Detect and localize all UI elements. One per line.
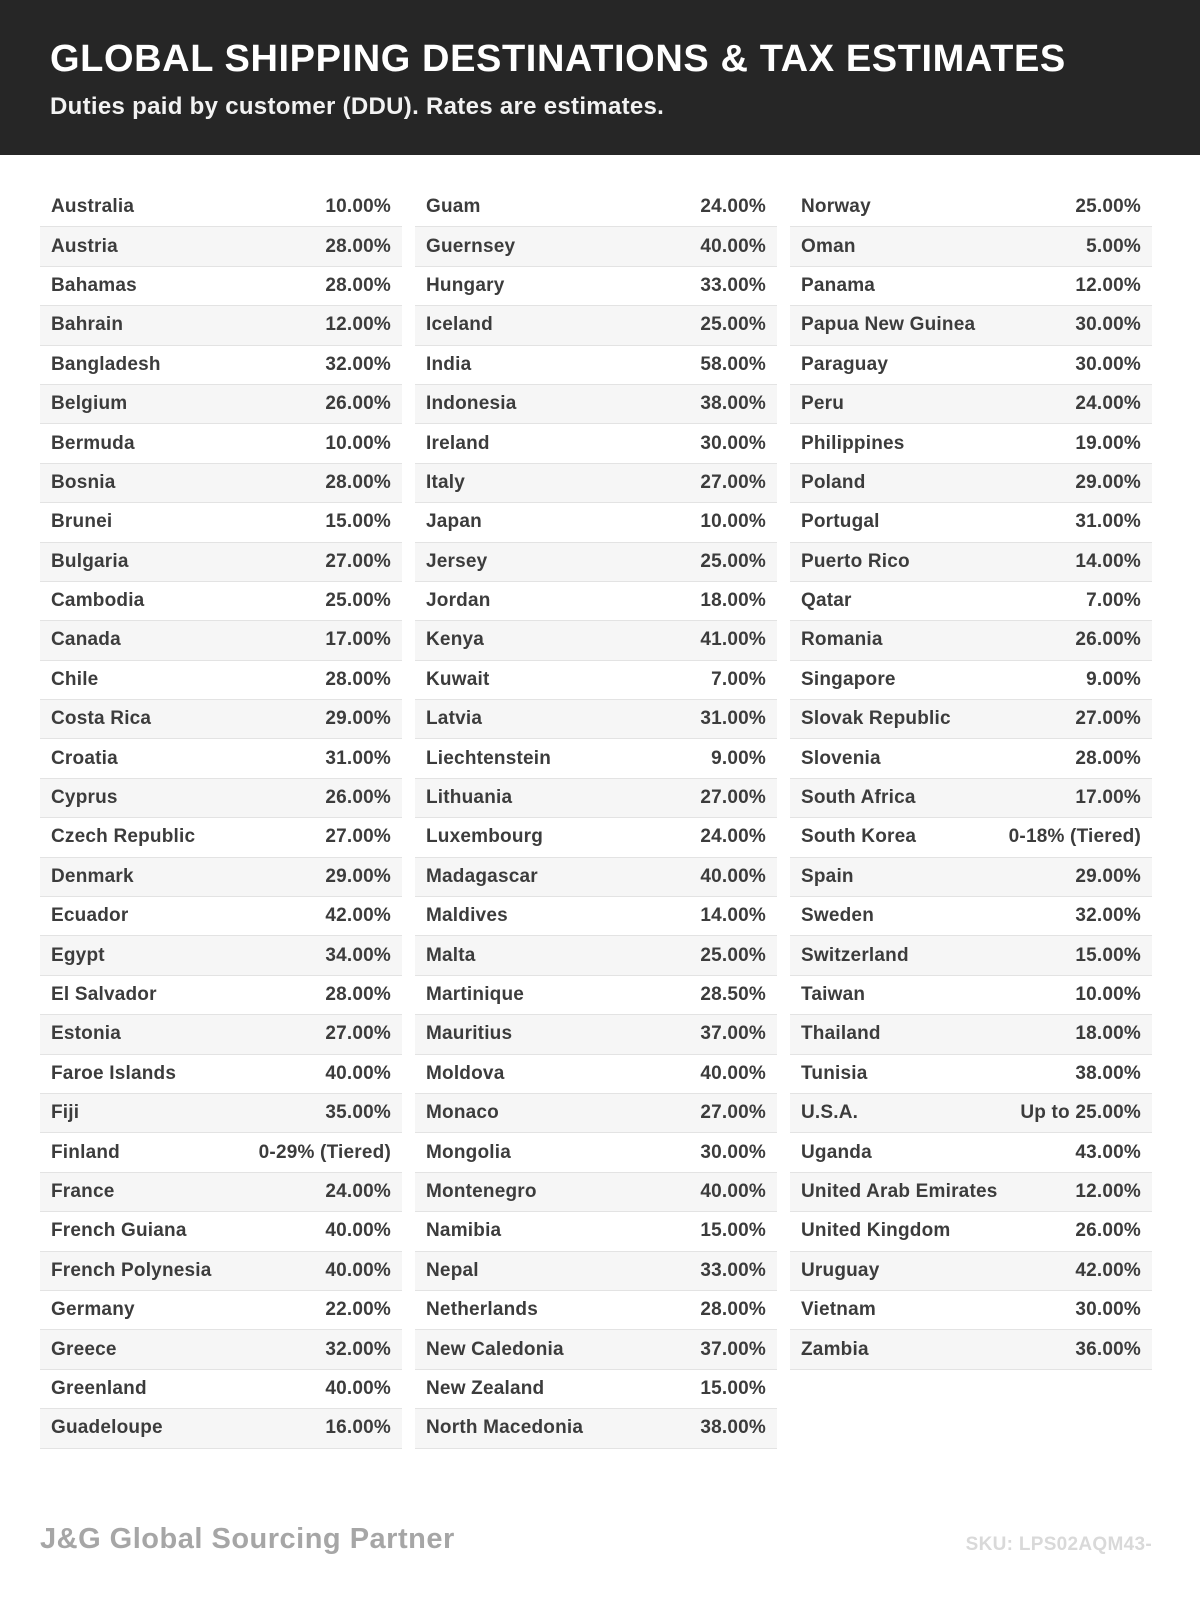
rates-grid	[0, 155, 1200, 1449]
tax-rate: 7.00%	[1086, 590, 1141, 612]
tax-rate: 42.00%	[325, 905, 391, 927]
country-name: Greece	[51, 1338, 117, 1360]
country-name: Germany	[51, 1299, 135, 1321]
tax-rate: 25.00%	[700, 550, 766, 572]
tax-rate: 0-29% (Tiered)	[258, 1141, 391, 1163]
tax-rate: 28.00%	[325, 668, 391, 690]
country-name: Qatar	[801, 590, 852, 612]
rate-row	[790, 1252, 1152, 1291]
tax-rate: 10.00%	[1075, 984, 1141, 1005]
tax-rate: 32.00%	[325, 1338, 391, 1360]
country-name: Greenland	[51, 1377, 147, 1399]
rate-row	[415, 1173, 777, 1212]
country-name: Vietnam	[801, 1299, 876, 1321]
tax-rate: 28.50%	[700, 984, 766, 1005]
tax-rate: 40.00%	[325, 1259, 391, 1281]
country-name: Denmark	[51, 865, 134, 887]
country-name: New Zealand	[426, 1377, 545, 1399]
rate-row	[415, 385, 777, 424]
country-name: Oman	[801, 235, 856, 257]
country-name: Philippines	[801, 432, 905, 454]
tax-rate: 7.00%	[711, 668, 766, 690]
tax-rate: 28.00%	[325, 235, 391, 257]
country-name: France	[51, 1180, 115, 1202]
rate-row	[415, 936, 777, 975]
tax-rate: 25.00%	[700, 314, 766, 336]
header	[0, 0, 1200, 155]
tax-rate: 9.00%	[1086, 668, 1141, 690]
tax-rate: 40.00%	[325, 1220, 391, 1242]
country-name: Uganda	[801, 1141, 872, 1163]
tax-rate: 27.00%	[325, 550, 391, 572]
rate-row	[790, 464, 1152, 503]
country-name: Poland	[801, 471, 866, 493]
country-name: North Macedonia	[426, 1417, 584, 1439]
tax-rate: 30.00%	[1075, 353, 1141, 375]
tax-rate: 26.00%	[1075, 629, 1141, 651]
rate-row	[790, 503, 1152, 542]
rate-row	[790, 858, 1152, 897]
rate-row	[415, 582, 777, 621]
footer	[40, 1523, 1152, 1556]
country-name: New Caledonia	[426, 1338, 564, 1360]
country-name: Slovak Republic	[801, 708, 951, 730]
rate-row	[415, 1252, 777, 1291]
country-name: Finland	[51, 1141, 120, 1163]
rate-row	[40, 424, 402, 463]
tax-rate: 10.00%	[325, 196, 391, 218]
tax-rate: 28.00%	[325, 984, 391, 1005]
rate-row	[415, 976, 777, 1015]
tax-rate: 16.00%	[325, 1417, 391, 1439]
country-name: Peru	[801, 393, 845, 415]
page-title: GLOBAL SHIPPING DESTINATIONS & TAX ESTIMATES	[50, 38, 1066, 80]
rate-row	[415, 1409, 777, 1448]
country-name: Indonesia	[426, 393, 517, 415]
tax-rate: 26.00%	[325, 393, 391, 415]
rate-row	[790, 1094, 1152, 1133]
tax-rate: 12.00%	[325, 314, 391, 336]
country-name: Lithuania	[426, 787, 513, 809]
rate-row	[415, 424, 777, 463]
country-name: Brunei	[51, 511, 113, 533]
rate-row	[790, 661, 1152, 700]
country-name: Puerto Rico	[801, 550, 910, 572]
rate-row	[790, 897, 1152, 936]
tax-rate: 27.00%	[700, 1102, 766, 1124]
country-name: Papua New Guinea	[801, 314, 976, 336]
country-name: Ireland	[426, 432, 490, 454]
tax-rate: 42.00%	[1075, 1259, 1141, 1281]
rate-row	[790, 227, 1152, 266]
rate-row	[790, 385, 1152, 424]
country-name: Liechtenstein	[426, 747, 552, 769]
country-name: Netherlands	[426, 1299, 539, 1321]
country-name: Bahrain	[51, 314, 124, 336]
rate-row	[415, 661, 777, 700]
tax-rate: 22.00%	[325, 1299, 391, 1321]
tax-rate: 30.00%	[700, 432, 766, 454]
country-name: India	[426, 353, 472, 375]
rate-row	[40, 346, 402, 385]
tax-rate: 18.00%	[700, 590, 766, 612]
rate-row	[40, 621, 402, 660]
rate-row	[415, 1370, 777, 1409]
rate-row	[415, 464, 777, 503]
tax-rate: 27.00%	[325, 1023, 391, 1045]
country-name: Egypt	[51, 944, 105, 966]
tax-rate: 27.00%	[700, 787, 766, 809]
country-name: Uruguay	[801, 1259, 880, 1281]
rate-row	[790, 543, 1152, 582]
rate-row	[40, 582, 402, 621]
tax-rate: 12.00%	[1075, 274, 1141, 296]
country-name: Taiwan	[801, 984, 866, 1005]
rate-row	[40, 1133, 402, 1172]
country-name: Canada	[51, 629, 121, 651]
tax-rate: 10.00%	[325, 432, 391, 454]
rate-row	[40, 1370, 402, 1409]
rate-row	[790, 1291, 1152, 1330]
rate-row	[790, 1173, 1152, 1212]
tax-rate: 15.00%	[700, 1377, 766, 1399]
country-name: Sweden	[801, 905, 874, 927]
rate-row	[40, 976, 402, 1015]
tax-rate: 24.00%	[325, 1180, 391, 1202]
tax-rate: 18.00%	[1075, 1023, 1141, 1045]
country-name: Moldova	[426, 1062, 505, 1084]
country-name: United Kingdom	[801, 1220, 951, 1242]
tax-rate: 31.00%	[325, 747, 391, 769]
rate-row	[415, 346, 777, 385]
tax-rate: 32.00%	[325, 353, 391, 375]
tax-rate: 43.00%	[1075, 1141, 1141, 1163]
rate-row	[40, 543, 402, 582]
rate-row	[40, 1015, 402, 1054]
tax-rate: 35.00%	[325, 1102, 391, 1124]
tax-rate: 32.00%	[1075, 905, 1141, 927]
tax-rate: 27.00%	[325, 826, 391, 848]
country-name: Spain	[801, 865, 854, 887]
country-name: Monaco	[426, 1102, 499, 1124]
tax-rate: 30.00%	[1075, 1299, 1141, 1321]
rate-row	[40, 1212, 402, 1251]
country-name: Mauritius	[426, 1023, 513, 1045]
country-name: South Korea	[801, 826, 917, 848]
rate-row	[790, 267, 1152, 306]
tax-rate: 40.00%	[700, 1062, 766, 1084]
tax-rate: 5.00%	[1086, 235, 1141, 257]
country-name: Fiji	[51, 1102, 80, 1124]
rate-row	[790, 739, 1152, 778]
rate-row	[790, 621, 1152, 660]
country-name: Hungary	[426, 274, 505, 296]
country-name: Jersey	[426, 550, 488, 572]
country-name: Paraguay	[801, 353, 889, 375]
rate-row	[40, 385, 402, 424]
rate-row	[40, 936, 402, 975]
country-name: Guadeloupe	[51, 1417, 163, 1439]
country-name: Portugal	[801, 511, 880, 533]
tax-rate: 41.00%	[700, 629, 766, 651]
country-name: Zambia	[801, 1338, 869, 1360]
rate-row	[415, 621, 777, 660]
country-name: Mongolia	[426, 1141, 511, 1163]
tax-rate: 31.00%	[700, 708, 766, 730]
country-name: Croatia	[51, 747, 118, 769]
tax-rate: 10.00%	[700, 511, 766, 533]
rate-row	[40, 818, 402, 857]
tax-rate: 25.00%	[325, 590, 391, 612]
tax-rate: 27.00%	[700, 471, 766, 493]
tax-rate: 28.00%	[325, 471, 391, 493]
tax-rate: 24.00%	[700, 196, 766, 218]
country-name: Chile	[51, 668, 99, 690]
country-name: Cambodia	[51, 590, 145, 612]
country-name: French Polynesia	[51, 1259, 212, 1281]
country-name: Luxembourg	[426, 826, 544, 848]
rate-row	[790, 1133, 1152, 1172]
tax-rate: 36.00%	[1075, 1338, 1141, 1360]
rate-row	[415, 188, 777, 227]
tax-rate: 9.00%	[711, 747, 766, 769]
rate-row	[790, 424, 1152, 463]
tax-rate: 29.00%	[325, 708, 391, 730]
rate-row	[790, 1015, 1152, 1054]
country-name: Latvia	[426, 708, 483, 730]
rate-column-3	[790, 188, 1152, 1370]
tax-rate: 37.00%	[700, 1023, 766, 1045]
rate-row	[415, 1094, 777, 1133]
rate-row	[40, 306, 402, 345]
rate-row	[415, 818, 777, 857]
rate-row	[790, 582, 1152, 621]
rate-row	[40, 1252, 402, 1291]
country-name: Thailand	[801, 1023, 881, 1045]
country-name: French Guiana	[51, 1220, 187, 1242]
rate-row	[40, 1330, 402, 1369]
rate-row	[40, 503, 402, 542]
rate-row	[40, 1055, 402, 1094]
country-name: Guam	[426, 196, 481, 218]
rate-row	[790, 818, 1152, 857]
tax-rate: 17.00%	[325, 629, 391, 651]
tax-rate: 26.00%	[1075, 1220, 1141, 1242]
tax-rate: 15.00%	[325, 511, 391, 533]
rate-row	[415, 700, 777, 739]
rate-row	[790, 1330, 1152, 1369]
rate-row	[40, 700, 402, 739]
rate-row	[40, 227, 402, 266]
rate-row	[40, 779, 402, 818]
tax-rate: 37.00%	[700, 1338, 766, 1360]
rate-row	[415, 227, 777, 266]
country-name: Bermuda	[51, 432, 135, 454]
tax-rate: 31.00%	[1075, 511, 1141, 533]
tax-rate: 25.00%	[1075, 196, 1141, 218]
rate-row	[790, 306, 1152, 345]
rate-row	[40, 661, 402, 700]
tax-rate: Up to 25.00%	[1020, 1102, 1141, 1124]
country-name: Montenegro	[426, 1180, 537, 1202]
rate-row	[40, 1094, 402, 1133]
country-name: El Salvador	[51, 984, 157, 1005]
tax-rate: 38.00%	[1075, 1062, 1141, 1084]
country-name: Malta	[426, 944, 476, 966]
rate-row	[415, 1212, 777, 1251]
country-name: Cyprus	[51, 787, 118, 809]
rate-row	[40, 1409, 402, 1448]
tax-rate: 26.00%	[325, 787, 391, 809]
rate-row	[415, 739, 777, 778]
tax-rate: 28.00%	[1075, 747, 1141, 769]
tax-rate: 40.00%	[700, 1180, 766, 1202]
tax-rate: 58.00%	[700, 353, 766, 375]
country-name: Guernsey	[426, 235, 516, 257]
tax-rate: 19.00%	[1075, 432, 1141, 454]
tax-rate: 40.00%	[700, 865, 766, 887]
tax-rate: 15.00%	[700, 1220, 766, 1242]
tax-rate: 24.00%	[1075, 393, 1141, 415]
country-name: South Africa	[801, 787, 916, 809]
rate-column-1	[40, 188, 402, 1449]
rate-row	[790, 936, 1152, 975]
rate-row	[790, 188, 1152, 227]
tax-rate: 17.00%	[1075, 787, 1141, 809]
tax-rate: 33.00%	[700, 274, 766, 296]
tax-rate: 14.00%	[700, 905, 766, 927]
tax-rate: 27.00%	[1075, 708, 1141, 730]
tax-rate: 25.00%	[700, 944, 766, 966]
country-name: Austria	[51, 235, 118, 257]
country-name: Bahamas	[51, 274, 137, 296]
tax-rate: 28.00%	[700, 1299, 766, 1321]
rate-row	[40, 739, 402, 778]
tax-rate: 38.00%	[700, 1417, 766, 1439]
tax-rate: 29.00%	[1075, 471, 1141, 493]
country-name: Romania	[801, 629, 883, 651]
tax-rate: 40.00%	[325, 1377, 391, 1399]
rate-row	[40, 464, 402, 503]
tax-rate: 38.00%	[700, 393, 766, 415]
country-name: Panama	[801, 274, 876, 296]
country-name: United Arab Emirates	[801, 1180, 998, 1202]
rate-row	[790, 976, 1152, 1015]
brand-name: J&G Global Sourcing Partner	[40, 1523, 455, 1555]
country-name: Costa Rica	[51, 708, 152, 730]
rate-row	[40, 188, 402, 227]
tax-rate: 0-18% (Tiered)	[1008, 826, 1141, 848]
country-name: Italy	[426, 471, 466, 493]
country-name: Norway	[801, 196, 871, 218]
rate-row	[40, 267, 402, 306]
country-name: U.S.A.	[801, 1102, 859, 1124]
country-name: Kenya	[426, 629, 485, 651]
rate-row	[415, 897, 777, 936]
rate-row	[790, 1212, 1152, 1251]
rate-row	[415, 779, 777, 818]
rate-row	[790, 1055, 1152, 1094]
tax-rate: 40.00%	[700, 235, 766, 257]
rate-row	[790, 700, 1152, 739]
rate-row	[415, 503, 777, 542]
country-name: Japan	[426, 511, 482, 533]
tax-rate: 30.00%	[1075, 314, 1141, 336]
country-name: Ecuador	[51, 905, 129, 927]
country-name: Nepal	[426, 1259, 479, 1281]
country-name: Jordan	[426, 590, 491, 612]
country-name: Bangladesh	[51, 353, 161, 375]
country-name: Slovenia	[801, 747, 881, 769]
rate-row	[415, 1291, 777, 1330]
tax-rate: 28.00%	[325, 274, 391, 296]
country-name: Bosnia	[51, 471, 116, 493]
country-name: Faroe Islands	[51, 1062, 177, 1084]
country-name: Iceland	[426, 314, 493, 336]
rate-row	[415, 1015, 777, 1054]
rate-row	[40, 1173, 402, 1212]
tax-rate: 33.00%	[700, 1259, 766, 1281]
rate-column-2	[415, 188, 777, 1449]
rate-row	[40, 858, 402, 897]
rate-row	[40, 1291, 402, 1330]
rate-row	[415, 1133, 777, 1172]
page-subtitle: Duties paid by customer (DDU). Rates are estimates.	[50, 93, 665, 120]
country-name: Kuwait	[426, 668, 490, 690]
tax-rate: 12.00%	[1075, 1180, 1141, 1202]
country-name: Australia	[51, 196, 135, 218]
tax-rate: 34.00%	[325, 944, 391, 966]
country-name: Czech Republic	[51, 826, 196, 848]
rate-row	[415, 543, 777, 582]
rate-row	[790, 779, 1152, 818]
country-name: Martinique	[426, 984, 525, 1005]
country-name: Singapore	[801, 668, 896, 690]
country-name: Estonia	[51, 1023, 122, 1045]
rate-row	[40, 897, 402, 936]
country-name: Switzerland	[801, 944, 909, 966]
tax-rate: 29.00%	[1075, 865, 1141, 887]
tax-rate: 14.00%	[1075, 550, 1141, 572]
tax-rate: 30.00%	[700, 1141, 766, 1163]
country-name: Maldives	[426, 905, 508, 927]
country-name: Namibia	[426, 1220, 502, 1242]
tax-rate: 40.00%	[325, 1062, 391, 1084]
rate-row	[415, 267, 777, 306]
country-name: Belgium	[51, 393, 128, 415]
sku-label: SKU: LPS02AQM43-	[965, 1534, 1152, 1555]
tax-rate: 15.00%	[1075, 944, 1141, 966]
rate-row	[415, 306, 777, 345]
country-name: Tunisia	[801, 1062, 868, 1084]
tax-rate: 24.00%	[700, 826, 766, 848]
rate-row	[415, 858, 777, 897]
country-name: Bulgaria	[51, 550, 129, 572]
rate-row	[415, 1330, 777, 1369]
country-name: Madagascar	[426, 865, 538, 887]
tax-rate: 29.00%	[325, 865, 391, 887]
rate-row	[790, 346, 1152, 385]
rate-row	[415, 1055, 777, 1094]
